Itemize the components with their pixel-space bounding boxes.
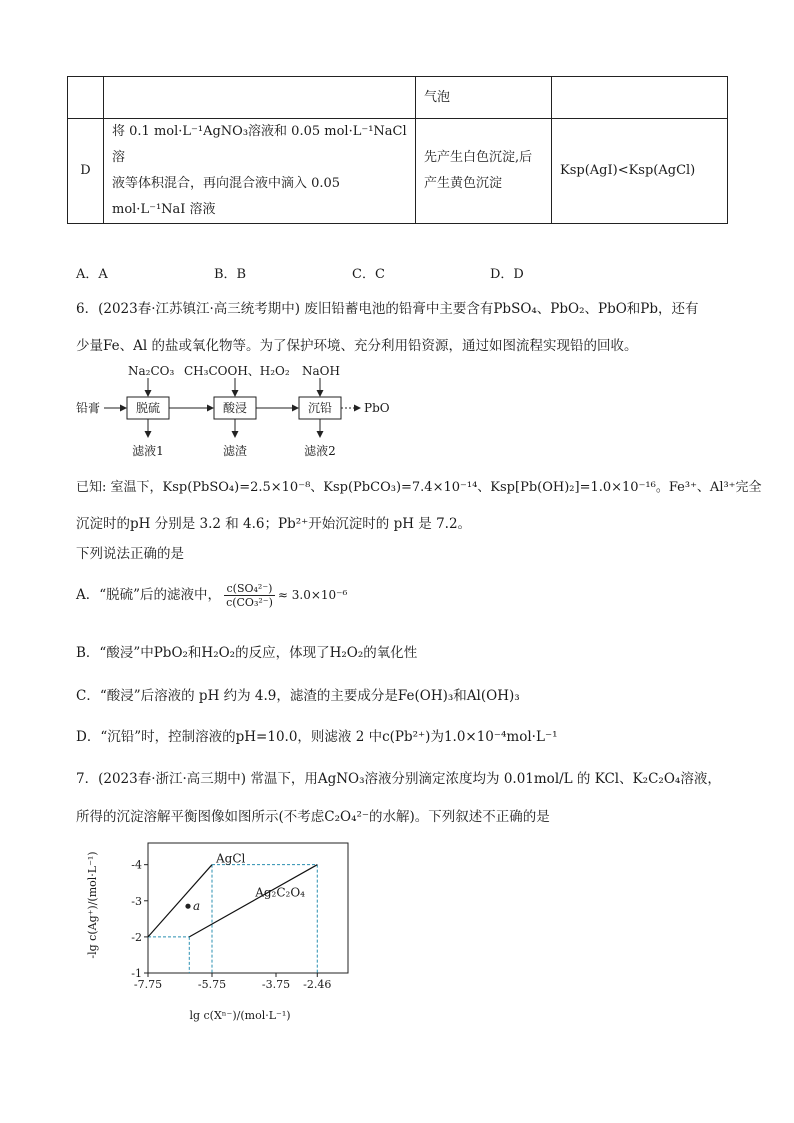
phenomenon-line: 先产生白色沉淀,后 xyxy=(424,150,533,165)
step-label: 脱硫 xyxy=(135,401,161,415)
series-line-ag2c2o4 xyxy=(189,865,317,937)
q6-ask: 下列说法正确的是 xyxy=(76,546,184,562)
y-tick-label: -1 xyxy=(131,967,142,980)
solubility-chart xyxy=(80,835,370,1030)
series-label-agcl: AgCl xyxy=(216,851,246,866)
option-a-prefix: A．“脱硫”后的滤液中， xyxy=(76,587,222,603)
operation-line: 将 0.1 mol·L⁻¹AgNO₃溶液和 0.05 mol·L⁻¹NaCl 溶 xyxy=(112,124,407,165)
q6-option-b: B．“酸浸”中PbO₂和H₂O₂的反应，体现了H₂O₂的氧化性 xyxy=(76,645,418,661)
q6-known: 沉淀时的pH 分别是 3.2 和 4.6；Pb²⁺开始沉淀时的 pH 是 7.2。 xyxy=(76,516,472,532)
x-tick-label: -5.75 xyxy=(197,978,227,991)
y-tick-label: -3 xyxy=(131,894,142,908)
series-label-ag2c2o4: Ag₂C₂O₄ xyxy=(255,885,306,900)
x-axis-label: lg c(Xⁿ⁻)/(mol·L⁻¹) xyxy=(189,1009,291,1022)
table-cell-phenomenon: 气泡 xyxy=(416,77,552,119)
table-cell-label xyxy=(68,77,104,119)
ratio-denominator: c(CO₃²⁻) xyxy=(226,596,273,609)
table-cell-operation xyxy=(104,77,416,119)
table-cell-label: D xyxy=(68,119,104,224)
phenomenon-line: 产生黄色沉淀 xyxy=(424,176,503,191)
choice-c: C．C xyxy=(352,267,385,282)
choice-a: A．A xyxy=(76,267,108,282)
operation-line: mol·L⁻¹NaI 溶液 xyxy=(112,202,216,217)
x-tick-label: -2.46 xyxy=(303,978,332,991)
output-label: 滤渣 xyxy=(222,444,248,458)
reagent-label: CH₃COOH、H₂O₂ xyxy=(184,364,290,378)
table-row xyxy=(68,119,728,224)
operation-line: 液等体积混合，再向混合液中滴入 0.05 xyxy=(112,176,341,191)
output-label: 滤液1 xyxy=(132,444,164,458)
flow-end-label: PbO xyxy=(364,401,390,415)
plot-frame xyxy=(148,843,348,973)
q6-known: 已知: 室温下，Ksp(PbSO₄)=2.5×10⁻⁸、Ksp(PbCO₃)=7.4×10⁻¹⁴、Ksp[Pb(OH)₂]=1.0×10⁻¹⁶。Fe³⁺、Al³⁺完全 xyxy=(76,480,762,495)
flow-diagram xyxy=(70,360,410,464)
step-label: 酸浸 xyxy=(222,401,248,415)
concentration-ratio xyxy=(224,582,275,609)
y-tick-label: -2 xyxy=(131,930,142,944)
data-point-a xyxy=(185,904,190,909)
step-label: 沉铅 xyxy=(307,401,333,415)
table-row xyxy=(68,77,728,119)
table-cell-phenomenon xyxy=(416,119,552,224)
reagent-label: NaOH xyxy=(302,364,340,378)
option-a-suffix: ≈ 3.0×10⁻⁶ xyxy=(277,588,348,602)
table-cell-conclusion: Ksp(AgI)<Ksp(AgCl) xyxy=(552,119,728,224)
reagent-label: Na₂CO₃ xyxy=(128,364,175,378)
q6-stem: 少量Fe、Al 的盐或氧化物等。为了保护环境、充分利用铅资源，通过如图流程实现铅的回收。 xyxy=(76,338,638,354)
q6-option-c: C．“酸浸”后溶液的 pH 约为 4.9，滤渣的主要成分是Fe(OH)₃和Al(OH)₃ xyxy=(76,688,520,704)
ratio-numerator: c(SO₄²⁻) xyxy=(224,582,275,596)
y-tick-label: -4 xyxy=(131,858,142,872)
q7-stem: 7．(2023春·浙江·高三期中) 常温下，用AgNO₃溶液分别滴定浓度均为 0.01mol/L 的 KCl、K₂C₂O₄溶液， xyxy=(76,771,721,787)
choice-b: B．B xyxy=(214,267,247,282)
q6-option-a xyxy=(76,582,347,609)
x-tick-label: -7.75 xyxy=(133,978,163,991)
y-axis-label: -lg c(Ag⁺)/(mol·L⁻¹) xyxy=(86,851,99,959)
x-tick-label: -3.75 xyxy=(261,978,291,991)
flow-start-label: 铅膏 xyxy=(76,401,101,415)
q7-stem: 所得的沉淀溶解平衡图像如图所示(不考虑C₂O₄²⁻的水解)。下列叙述不正确的是 xyxy=(76,809,550,825)
choice-d: D．D xyxy=(490,267,524,282)
options-table xyxy=(67,76,728,224)
q6-option-d: D．“沉铅”时，控制溶液的pH=10.0，则滤液 2 中c(Pb²⁺)为1.0×10⁻⁴mol·L⁻¹ xyxy=(76,729,558,745)
series-line-agcl xyxy=(148,865,212,937)
output-label: 滤液2 xyxy=(304,444,336,458)
q6-stem: 6．(2023春·江苏镇江·高三统考期中) 废旧铅蓄电池的铅膏中主要含有PbSO₄、PbO₂、PbO和Pb，还有 xyxy=(76,301,699,317)
table-cell-conclusion xyxy=(552,77,728,119)
table-cell-operation xyxy=(104,119,416,224)
point-label-a: a xyxy=(193,899,201,914)
